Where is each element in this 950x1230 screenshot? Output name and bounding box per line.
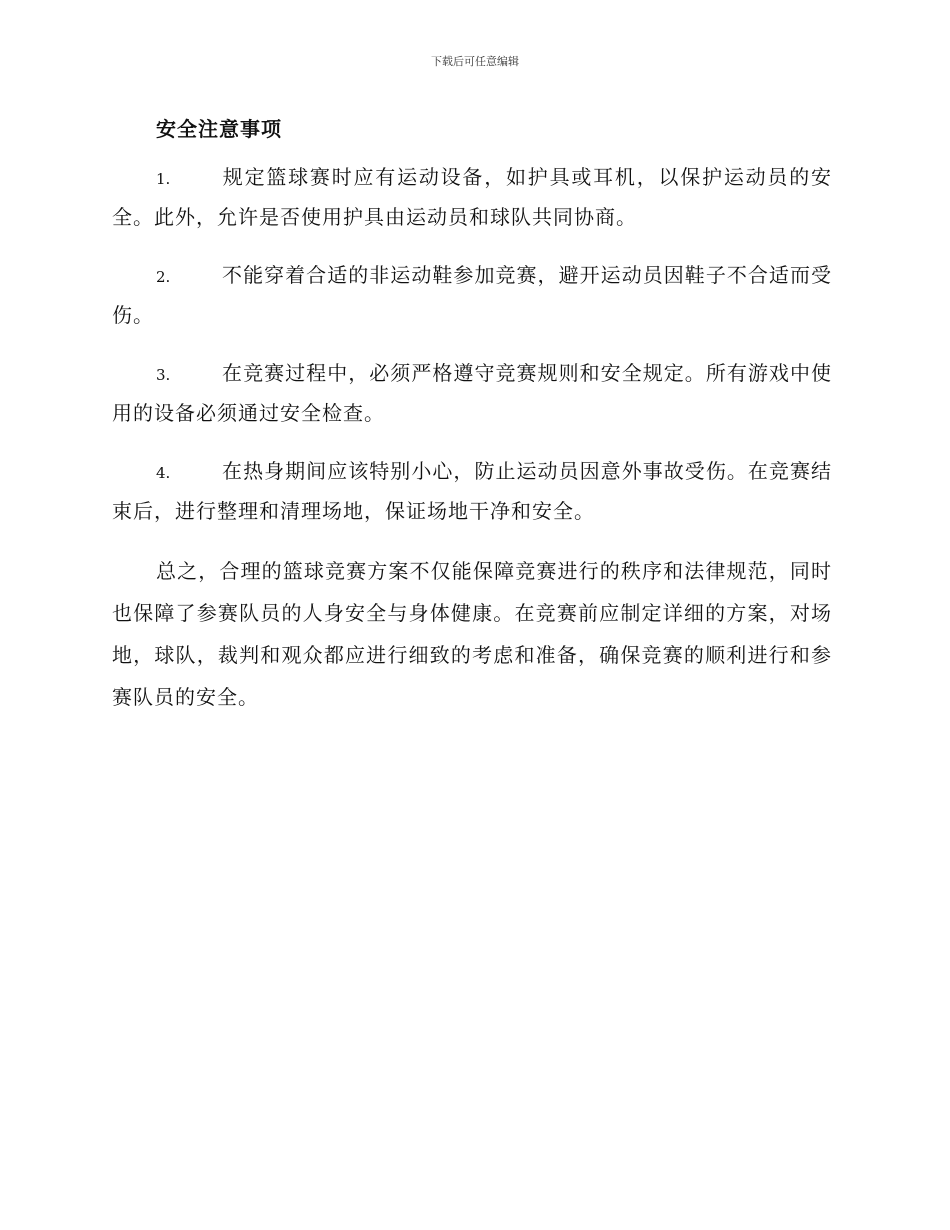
document-content	[112, 110, 832, 718]
list-item-text: 在热身期间应该特别小心，防止运动员因意外事故受伤。在竞赛结束后，进行整理和清理场地，保证场地干净和安全。	[112, 459, 832, 523]
list-item-text: 规定篮球赛时应有运动设备，如护具或耳机，以保护运动员的安全。此外，允许是否使用护具由运动员和球队共同协商。	[112, 165, 832, 229]
section-title: 安全注意事项	[156, 117, 282, 141]
list-item-text: 不能穿着合适的非运动鞋参加竞赛，避开运动员因鞋子不合适而受伤。	[112, 263, 832, 327]
list-item	[112, 452, 832, 530]
list-item-number: 1.	[156, 170, 171, 188]
page-header-note: 下载后可任意编辑	[431, 55, 519, 68]
list-item-text: 在竞赛过程中，必须严格遵守竞赛规则和安全规定。所有游戏中使用的设备必须通过安全检查。	[112, 361, 832, 425]
list-item-number: 2.	[156, 268, 171, 286]
list-item	[112, 256, 832, 334]
summary-paragraph: 总之，合理的篮球竞赛方案不仅能保障竞赛进行的秩序和法律规范，同时也保障了参赛队员的人身安全与身体健康。在竞赛前应制定详细的方案，对场地，球队，裁判和观众都应进行细致的考虑和准备，确保竞赛的顺利进行和参赛队员的安全。	[112, 559, 832, 709]
list-item-number: 3.	[156, 366, 171, 384]
list-item	[112, 158, 832, 236]
list-item-number: 4.	[156, 464, 171, 482]
list-item	[112, 354, 832, 432]
